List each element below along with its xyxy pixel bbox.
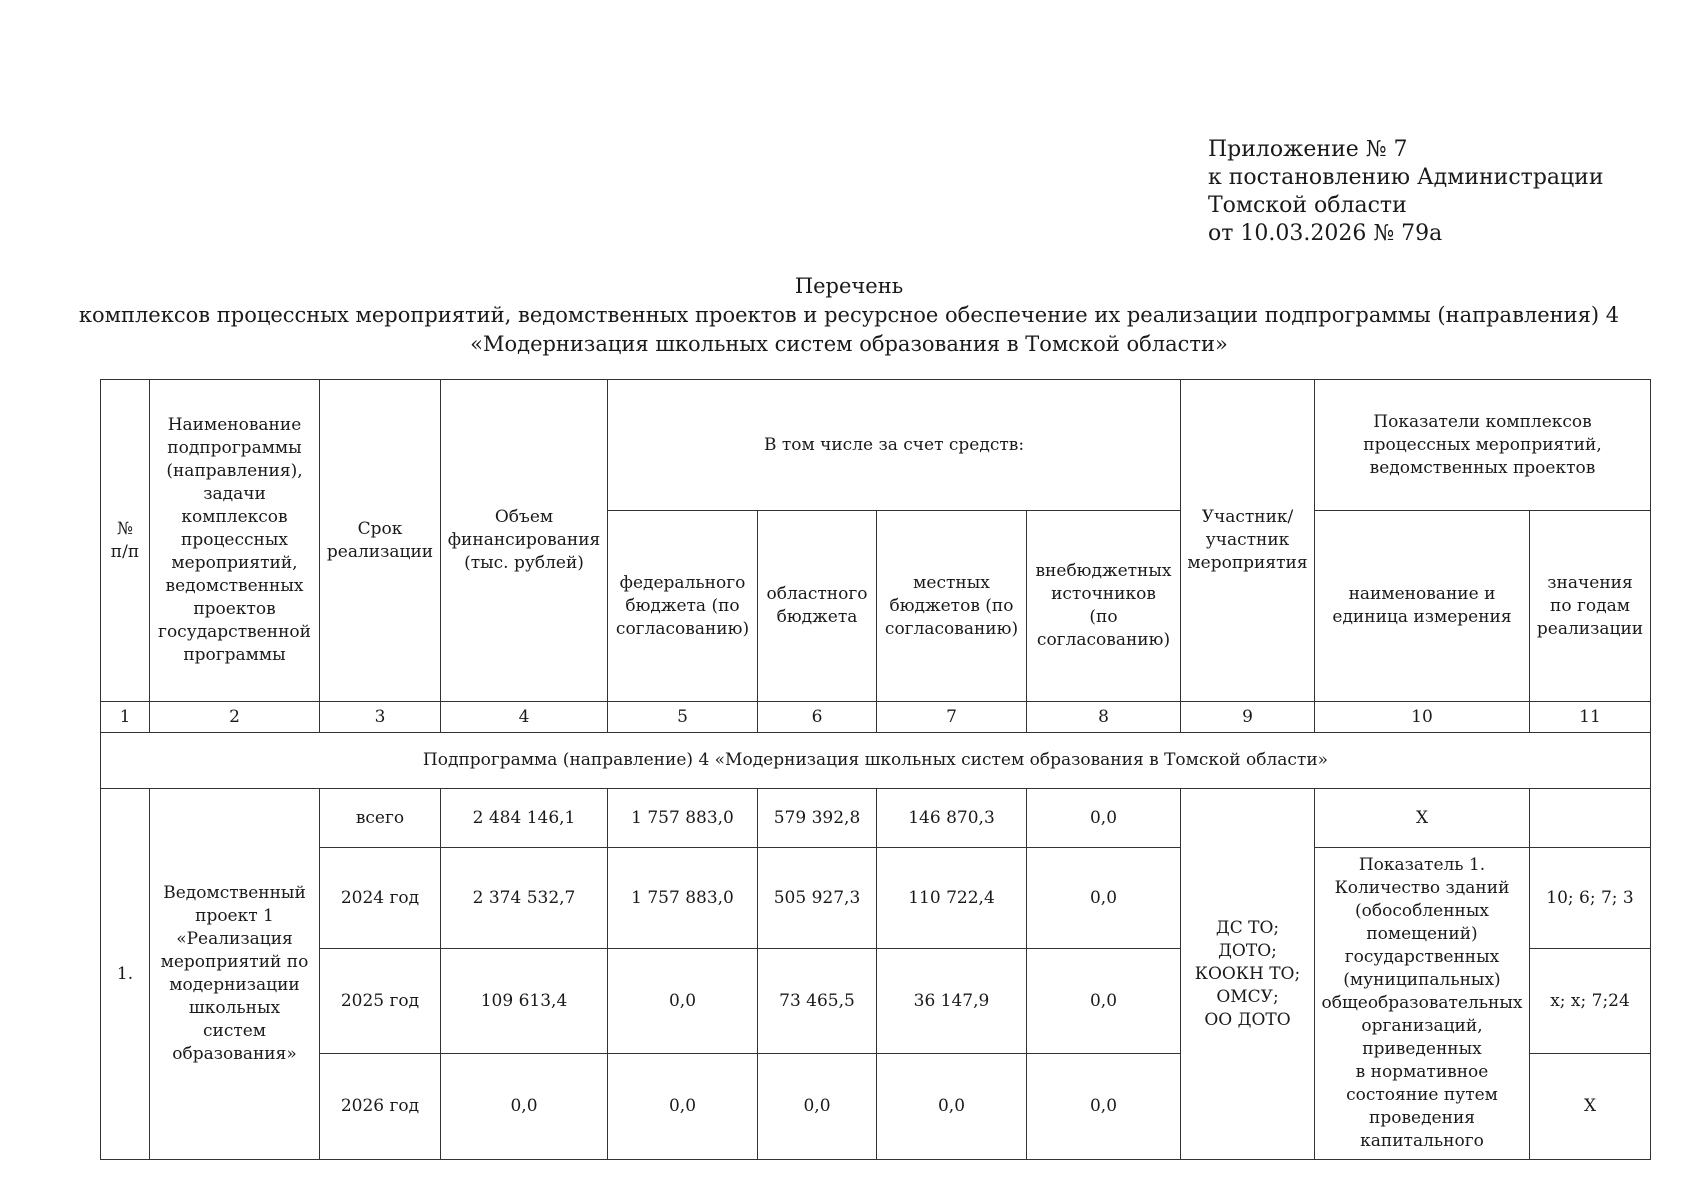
row-federal: 0,0	[608, 949, 758, 1054]
resource-table	[100, 379, 1651, 1160]
title-description: комплексов процессных мероприятий, ведомственных проектов и ресурсное обеспечение их реализации подпрограммы (направления) 4	[78, 303, 1620, 327]
column-number: 4	[441, 702, 608, 733]
title-heading: Перечень	[794, 274, 904, 298]
header-volume: Объем финансирования (тыс. рублей)	[441, 380, 608, 702]
row-extrabudget: 0,0	[1027, 1054, 1181, 1160]
row-term: 2025 год	[320, 949, 441, 1054]
row-volume: 2 484 146,1	[441, 789, 608, 848]
table-row	[101, 848, 1651, 949]
row-extrabudget: 0,0	[1027, 848, 1181, 949]
row-extrabudget: 0,0	[1027, 949, 1181, 1054]
row-indicator-values: 10; 6; 7; 3	[1530, 848, 1651, 949]
appendix-date: от 10.03.2026 № 79а	[1208, 221, 1443, 246]
header-indicators-group: Показатели комплексов процессных мероприятий, ведомственных проектов	[1315, 380, 1651, 511]
title-subprogram: «Модернизация школьных систем образования в Томской области»	[470, 332, 1228, 356]
appendix-region: Томской области	[1208, 193, 1407, 218]
project-participants: ДС ТО; ДОТО; КООКН ТО; ОМСУ; ОО ДОТО	[1181, 789, 1315, 1160]
row-federal: 1 757 883,0	[608, 848, 758, 949]
column-number: 8	[1027, 702, 1181, 733]
row-local: 0,0	[877, 1054, 1027, 1160]
row-federal: 1 757 883,0	[608, 789, 758, 848]
header-local: местных бюджетов (по согласованию)	[877, 511, 1027, 702]
row-regional: 0,0	[758, 1054, 877, 1160]
row-local: 36 147,9	[877, 949, 1027, 1054]
header-name: Наименование подпрограммы (направления), задачи комплексов процессных мероприятий, ведомственных проектов государственной программы	[150, 380, 320, 702]
subprogram-title: Подпрограмма (направление) 4 «Модернизация школьных систем образования в Томской области»	[101, 733, 1651, 789]
header-extrabudget: внебюджетных источников (по согласованию)	[1027, 511, 1181, 702]
header-term: Срок реализации	[320, 380, 441, 702]
row-volume: 109 613,4	[441, 949, 608, 1054]
project-name: Ведомственный проект 1 «Реализация мероприятий по модернизации школьных систем образования»	[150, 789, 320, 1160]
row-term: всего	[320, 789, 441, 848]
column-number: 6	[758, 702, 877, 733]
indicator-description: Показатель 1. Количество зданий (обособленных помещений) государственных (муниципальных) общеобразовательных организаций, приведенных в нормативное состояние путем проведения капитального	[1315, 848, 1530, 1160]
column-number: 3	[320, 702, 441, 733]
header-indicator-values: значения по годам реализации	[1530, 511, 1651, 702]
column-number: 1	[101, 702, 150, 733]
column-number: 5	[608, 702, 758, 733]
header-regional: областного бюджета	[758, 511, 877, 702]
project-number: 1.	[101, 789, 150, 1160]
row-regional: 505 927,3	[758, 848, 877, 949]
column-number: 7	[877, 702, 1027, 733]
header-indicator-name: наименование и единица измерения	[1315, 511, 1530, 702]
row-term: 2024 год	[320, 848, 441, 949]
header-participant: Участник/ участник мероприятия	[1181, 380, 1315, 702]
row-extrabudget: 0,0	[1027, 789, 1181, 848]
column-number: 9	[1181, 702, 1315, 733]
column-number: 10	[1315, 702, 1530, 733]
document-title	[0, 272, 1698, 359]
appendix-resolution: к постановлению Администрации	[1208, 165, 1604, 190]
column-numbers-row	[101, 702, 1651, 733]
row-indicator-values: х; х; 7;24	[1530, 949, 1651, 1054]
row-federal: 0,0	[608, 1054, 758, 1160]
row-regional: 73 465,5	[758, 949, 877, 1054]
row-indicator-values: Х	[1530, 1054, 1651, 1160]
appendix-block	[1208, 136, 1604, 248]
table-row	[101, 789, 1651, 848]
row-indicator-values	[1530, 789, 1651, 848]
row-regional: 579 392,8	[758, 789, 877, 848]
indicator-total-mark: Х	[1315, 789, 1530, 848]
appendix-number: Приложение № 7	[1208, 137, 1408, 162]
header-sources-group: В том числе за счет средств:	[608, 380, 1181, 511]
row-local: 110 722,4	[877, 848, 1027, 949]
header-federal: федерального бюджета (по согласованию)	[608, 511, 758, 702]
row-term: 2026 год	[320, 1054, 441, 1160]
column-number: 2	[150, 702, 320, 733]
header-number: № п/п	[101, 380, 150, 702]
row-local: 146 870,3	[877, 789, 1027, 848]
column-number: 11	[1530, 702, 1651, 733]
row-volume: 0,0	[441, 1054, 608, 1160]
row-volume: 2 374 532,7	[441, 848, 608, 949]
subprogram-row	[101, 733, 1651, 789]
